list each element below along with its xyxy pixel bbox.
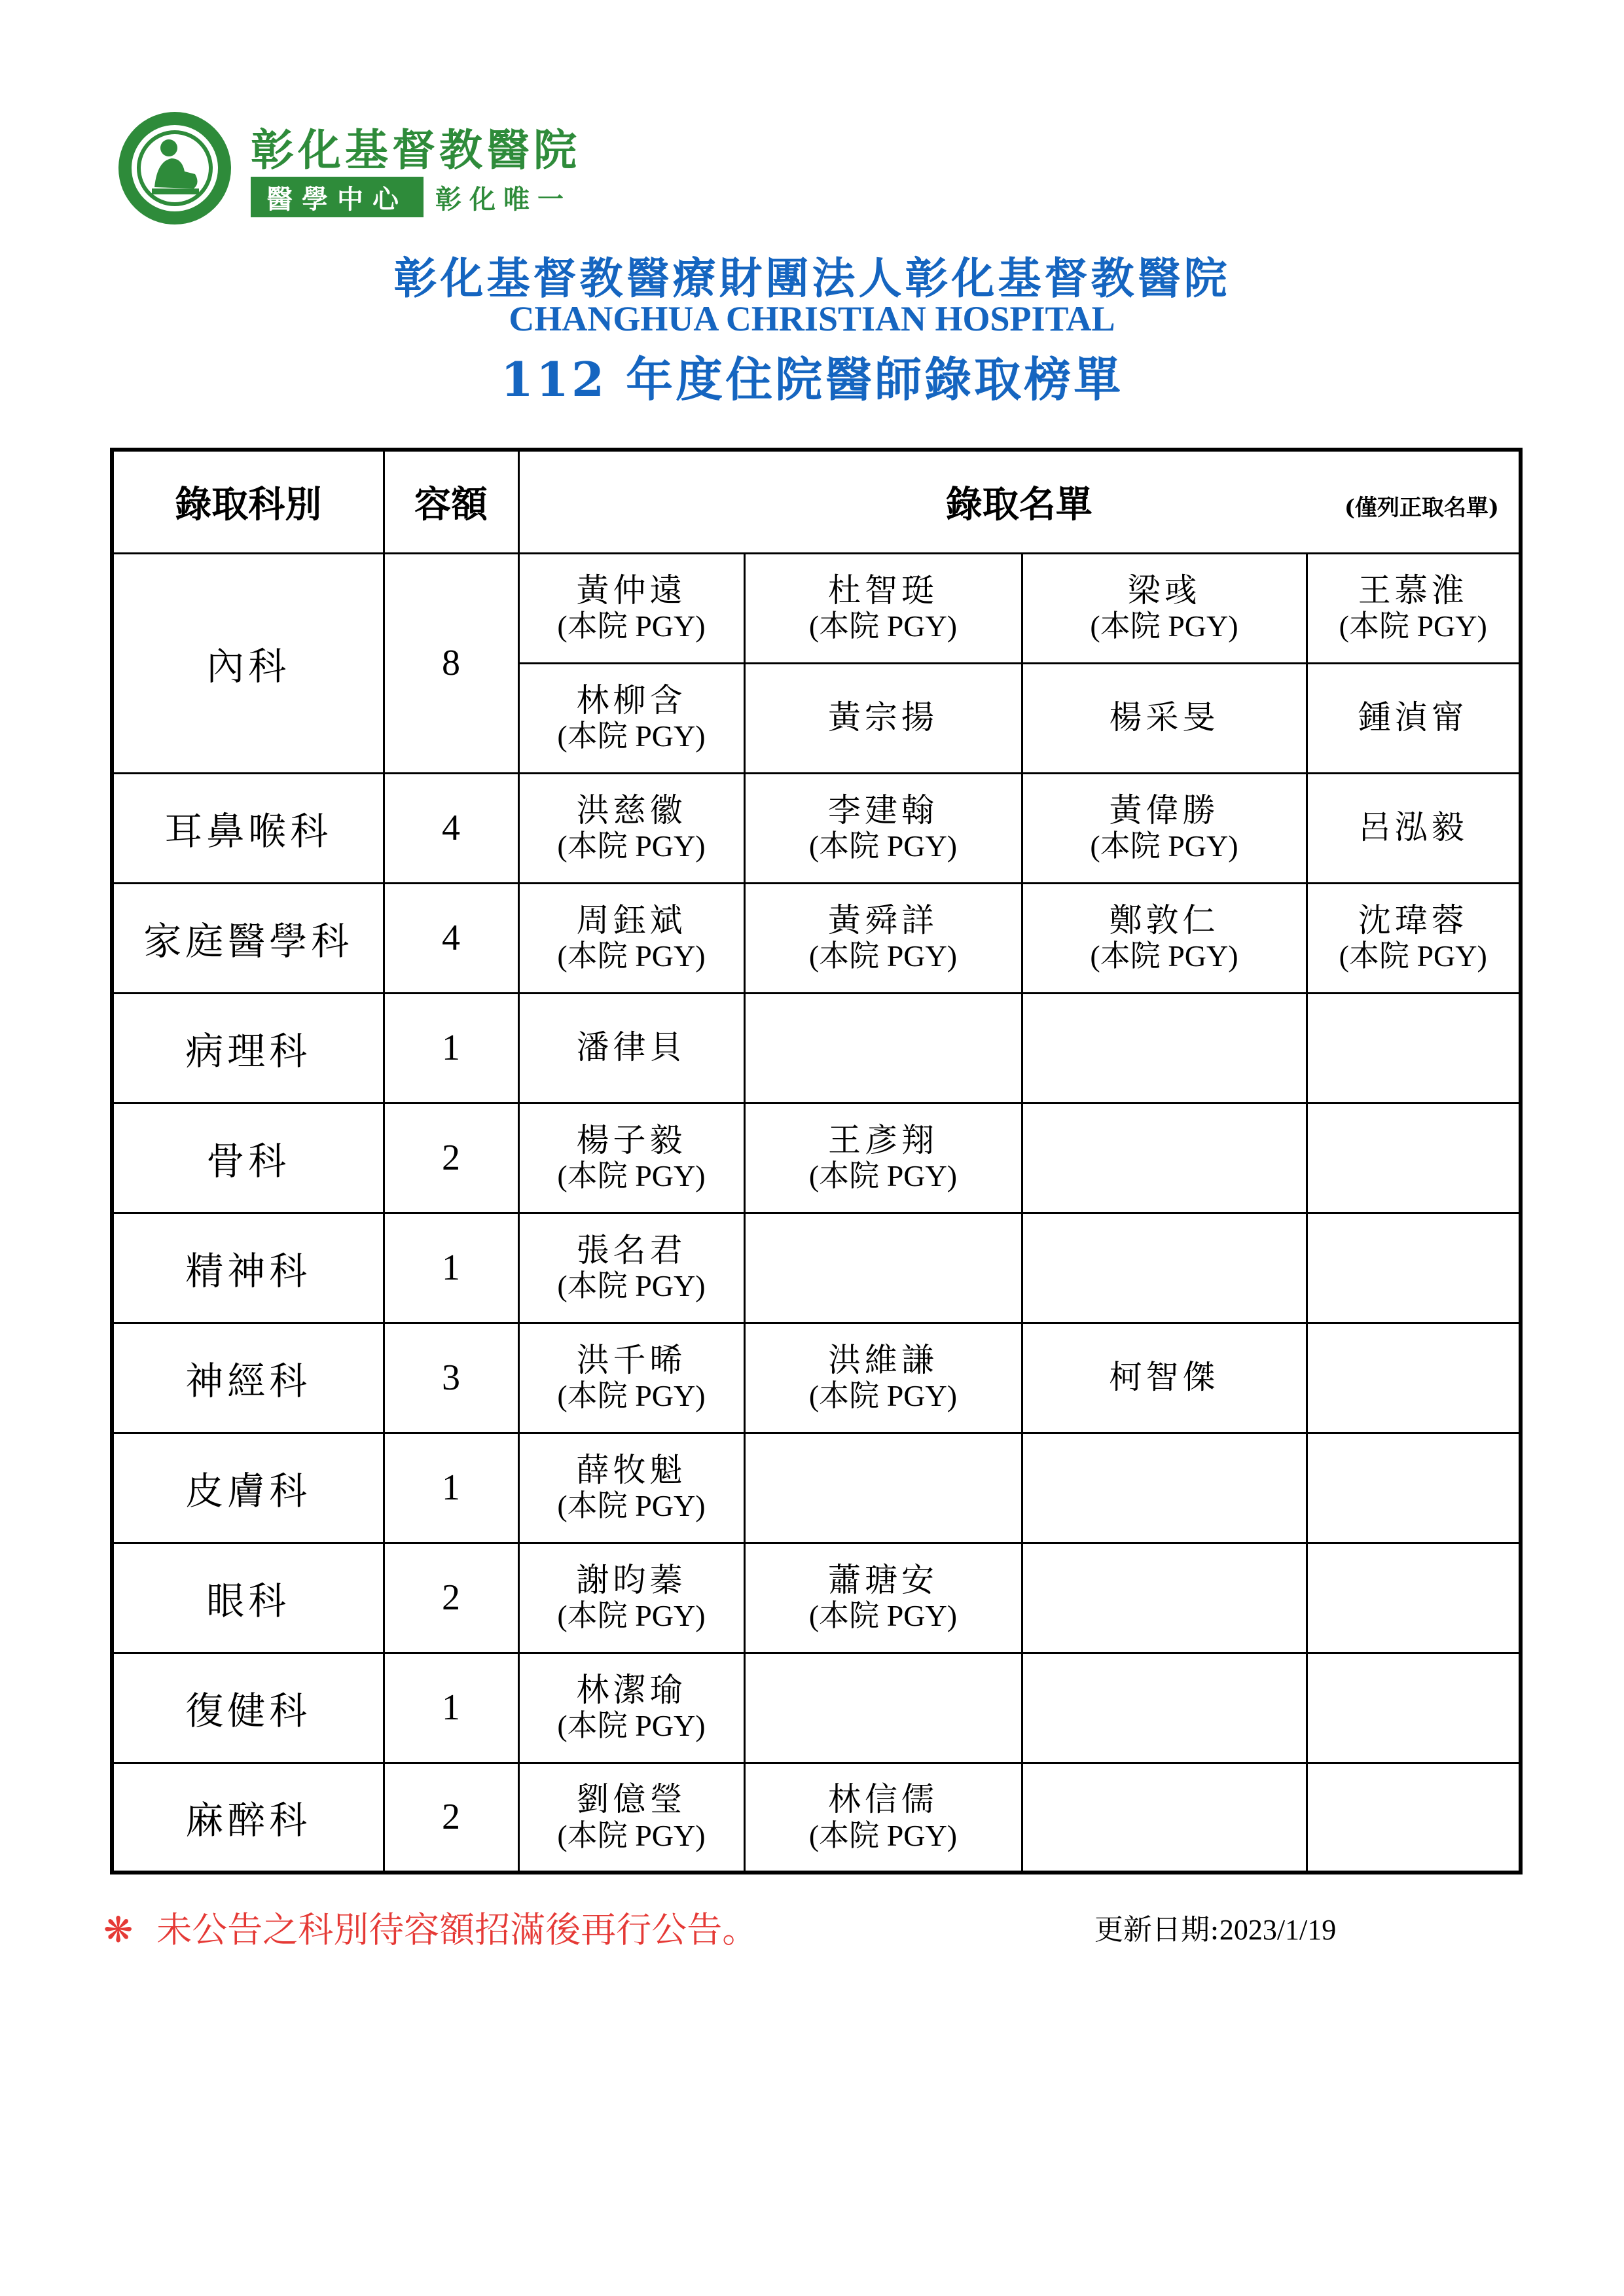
dept-cell: 神經科 xyxy=(112,1323,384,1433)
candidate-name: 薛牧魁 xyxy=(576,1450,687,1489)
candidate-name: 黃宗揚 xyxy=(828,698,938,737)
name-cell xyxy=(1022,553,1307,663)
name-cell xyxy=(1307,1323,1521,1433)
name-cell xyxy=(518,773,744,883)
quota-cell: 3 xyxy=(384,1323,518,1433)
dept-cell: 內科 xyxy=(112,553,384,773)
name-cell xyxy=(1307,883,1521,993)
name-cell xyxy=(744,1543,1022,1653)
candidate-note: (本院 PGY) xyxy=(808,1379,958,1413)
quota-cell: 1 xyxy=(384,1433,518,1543)
candidate-note: (本院 PGY) xyxy=(557,1269,706,1303)
candidate-name: 王慕淮 xyxy=(1358,571,1468,609)
candidate-name: 洪慈徽 xyxy=(576,791,687,829)
candidate-name: 謝昀蓁 xyxy=(576,1560,687,1599)
table-row xyxy=(112,1433,1521,1543)
name-cell xyxy=(1022,663,1307,773)
name-cell xyxy=(518,1763,744,1873)
asterisk-icon: ❋ xyxy=(103,1909,134,1950)
candidate-name: 楊采旻 xyxy=(1109,698,1219,737)
footnote-text: 未公告之科別待容額招滿後再行公告。 xyxy=(156,1909,758,1950)
name-cell xyxy=(518,1213,744,1323)
table-row xyxy=(112,1653,1521,1763)
name-cell xyxy=(1307,1543,1521,1653)
quota-cell: 8 xyxy=(384,553,518,773)
candidate-note: (本院 PGY) xyxy=(557,829,706,863)
update-date-label: 更新日期: xyxy=(1094,1913,1219,1946)
update-date xyxy=(1094,1906,1336,1948)
table-row xyxy=(112,773,1521,883)
candidate-note: (本院 PGY) xyxy=(557,1379,706,1413)
hospital-seal-icon xyxy=(117,110,233,226)
hospital-title-english: CHANGHUA CHRISTIAN HOSPITAL xyxy=(509,299,1115,338)
dept-cell: 復健科 xyxy=(112,1653,384,1763)
candidate-note: (本院 PGY) xyxy=(808,1599,958,1633)
name-cell xyxy=(1022,773,1307,883)
candidate-note: (本院 PGY) xyxy=(557,719,706,753)
candidate-name: 林潔瑜 xyxy=(576,1670,687,1709)
logo-tag-medical-center: 醫學中心 xyxy=(251,177,424,217)
table-row xyxy=(112,1543,1521,1653)
page-title: 112 年度住院醫師錄取榜單 xyxy=(500,351,1124,407)
name-cell xyxy=(1307,553,1521,663)
quota-cell: 2 xyxy=(384,1763,518,1873)
logo-tag-unique: 彰化唯一 xyxy=(435,184,571,215)
header-names xyxy=(518,450,1521,553)
name-cell xyxy=(1307,663,1521,773)
quota-cell: 2 xyxy=(384,1543,518,1653)
name-cell xyxy=(744,883,1022,993)
candidate-name: 林信儒 xyxy=(828,1780,938,1819)
candidate-note: (本院 PGY) xyxy=(808,939,958,973)
candidate-name: 黃偉勝 xyxy=(1109,791,1219,829)
candidate-note: (本院 PGY) xyxy=(808,609,958,643)
name-cell xyxy=(518,993,744,1103)
hospital-title-chinese: 彰化基督教醫療財團法人彰化基督教醫院 xyxy=(393,253,1231,304)
name-cell xyxy=(1022,883,1307,993)
quota-cell: 4 xyxy=(384,773,518,883)
table-header-row xyxy=(112,450,1521,553)
candidate-note: (本院 PGY) xyxy=(1090,609,1238,643)
hospital-logo xyxy=(117,110,588,228)
header-dept: 錄取科別 xyxy=(112,450,384,553)
name-cell xyxy=(744,1323,1022,1433)
name-cell xyxy=(1307,773,1521,883)
candidate-name: 楊子毅 xyxy=(576,1121,687,1159)
dept-cell: 麻醉科 xyxy=(112,1763,384,1873)
table-row xyxy=(112,883,1521,993)
name-cell xyxy=(1307,1213,1521,1323)
quota-cell: 1 xyxy=(384,1653,518,1763)
name-cell xyxy=(518,1653,744,1763)
dept-cell: 病理科 xyxy=(112,993,384,1103)
candidate-name: 黃仲遠 xyxy=(576,571,687,609)
name-cell xyxy=(744,1653,1022,1763)
quota-cell: 4 xyxy=(384,883,518,993)
candidate-note: (本院 PGY) xyxy=(1090,829,1238,863)
candidate-name: 杜智珽 xyxy=(828,571,938,609)
logo-hospital-name: 彰化基督教醫院 xyxy=(251,125,581,175)
name-cell xyxy=(1307,1763,1521,1873)
candidate-note: (本院 PGY) xyxy=(808,1818,958,1852)
name-cell xyxy=(1022,1103,1307,1213)
candidate-note: (本院 PGY) xyxy=(808,829,958,863)
candidate-note: (本院 PGY) xyxy=(557,1489,706,1523)
logo-tagline xyxy=(251,177,571,217)
candidate-name: 呂泓毅 xyxy=(1358,808,1468,847)
name-cell xyxy=(1022,993,1307,1103)
name-cell xyxy=(1022,1543,1307,1653)
candidate-note: (本院 PGY) xyxy=(557,1709,706,1743)
name-cell xyxy=(744,1103,1022,1213)
name-cell xyxy=(518,1433,744,1543)
name-cell xyxy=(518,883,744,993)
dept-cell: 精神科 xyxy=(112,1213,384,1323)
table-row xyxy=(112,1103,1521,1213)
dept-cell: 家庭醫學科 xyxy=(112,883,384,993)
name-cell xyxy=(518,1323,744,1433)
header-names-note: (僅列正取名單) xyxy=(1344,495,1499,521)
name-cell xyxy=(518,663,744,773)
candidate-name: 洪維謙 xyxy=(828,1340,938,1379)
candidate-note: (本院 PGY) xyxy=(1339,609,1487,643)
name-cell xyxy=(1022,1653,1307,1763)
name-cell xyxy=(518,1543,744,1653)
candidate-name: 潘律貝 xyxy=(576,1028,687,1067)
candidate-name: 洪千晞 xyxy=(576,1340,687,1379)
candidate-note: (本院 PGY) xyxy=(557,939,706,973)
candidate-note: (本院 PGY) xyxy=(557,1159,706,1193)
name-cell xyxy=(1022,1763,1307,1873)
name-cell xyxy=(1022,1213,1307,1323)
candidate-name: 林柳含 xyxy=(576,681,687,719)
dept-cell: 耳鼻喉科 xyxy=(112,773,384,883)
header-names-label: 錄取名單 xyxy=(945,482,1092,526)
quota-cell: 2 xyxy=(384,1103,518,1213)
candidate-note: (本院 PGY) xyxy=(1090,939,1238,973)
candidate-note: (本院 PGY) xyxy=(808,1159,958,1193)
candidate-note: (本院 PGY) xyxy=(557,1599,706,1633)
candidate-name: 柯智傑 xyxy=(1109,1358,1219,1397)
quota-cell: 1 xyxy=(384,993,518,1103)
name-cell xyxy=(1307,1653,1521,1763)
table-row xyxy=(112,1323,1521,1433)
candidate-name: 李建翰 xyxy=(828,791,938,829)
name-cell xyxy=(1307,1103,1521,1213)
candidate-name: 王彥翔 xyxy=(828,1121,938,1159)
table-row xyxy=(112,553,1521,663)
name-cell xyxy=(744,773,1022,883)
name-cell xyxy=(744,1213,1022,1323)
candidate-name: 黃舜詳 xyxy=(828,901,938,939)
candidate-name: 鄭敦仁 xyxy=(1109,901,1219,939)
dept-cell: 皮膚科 xyxy=(112,1433,384,1543)
candidate-name: 張名君 xyxy=(576,1230,687,1269)
table-row xyxy=(112,993,1521,1103)
dept-cell: 眼科 xyxy=(112,1543,384,1653)
candidate-name: 沈瑋蓉 xyxy=(1358,901,1468,939)
candidate-name: 周鈺斌 xyxy=(576,901,687,939)
name-cell xyxy=(1022,1323,1307,1433)
candidate-name: 鍾湞甯 xyxy=(1358,698,1468,737)
name-cell xyxy=(518,1103,744,1213)
candidate-note: (本院 PGY) xyxy=(557,1818,706,1852)
name-cell xyxy=(518,553,744,663)
table-row xyxy=(112,1763,1521,1873)
candidate-name: 蕭瑭安 xyxy=(828,1560,938,1599)
candidate-note: (本院 PGY) xyxy=(1339,939,1487,973)
table-row xyxy=(112,1213,1521,1323)
candidate-name: 梁彧 xyxy=(1127,571,1201,609)
name-cell xyxy=(744,663,1022,773)
dept-cell: 骨科 xyxy=(112,1103,384,1213)
candidate-note: (本院 PGY) xyxy=(557,609,706,643)
name-cell xyxy=(1307,993,1521,1103)
quota-cell: 1 xyxy=(384,1213,518,1323)
footnote xyxy=(103,1902,757,1952)
name-cell xyxy=(744,1763,1022,1873)
name-cell xyxy=(1022,1433,1307,1543)
candidate-name: 劉億瑩 xyxy=(576,1780,687,1819)
name-cell xyxy=(744,993,1022,1103)
name-cell xyxy=(744,1433,1022,1543)
update-date-value: 2023/1/19 xyxy=(1219,1914,1337,1946)
header-quota: 容額 xyxy=(384,450,518,553)
name-cell xyxy=(744,553,1022,663)
admission-roster-table xyxy=(110,448,1523,1874)
name-cell xyxy=(1307,1433,1521,1543)
